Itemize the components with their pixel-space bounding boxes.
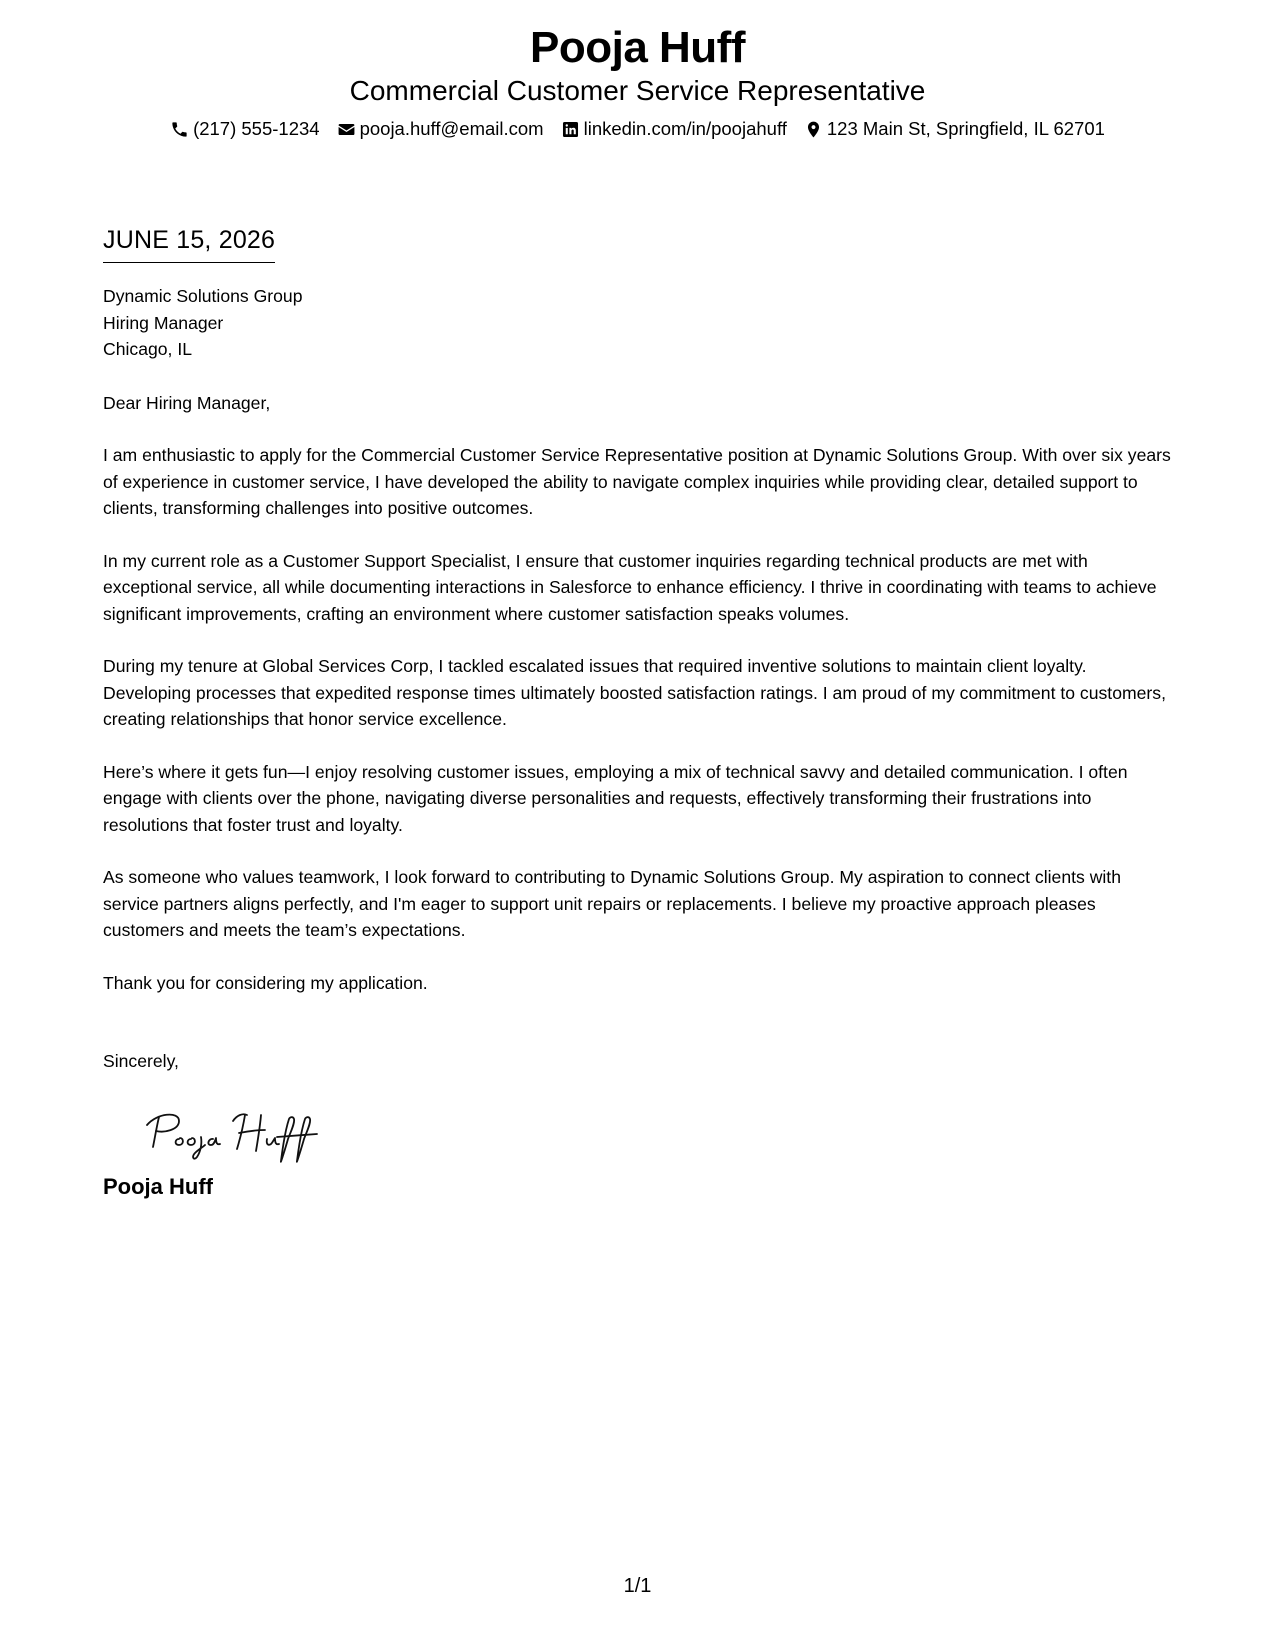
recipient-block bbox=[103, 283, 1178, 363]
paragraph-previous-role: During my tenure at Global Services Corp, I tackled escalated issues that required inventive solutions to maintain client loyalty. Developing processes that expedited response times ultimately boosted satisfaction ratings. I am proud of my commitment to customers, creating relationships that honor service excellence. bbox=[103, 656, 1166, 729]
linkedin-icon bbox=[561, 120, 580, 139]
recipient-role: Hiring Manager bbox=[103, 312, 224, 333]
map-pin-icon bbox=[804, 120, 823, 139]
paragraph-current-role: In my current role as a Customer Support Specialist, I ensure that customer inquiries regarding technical products are met with exceptional service, all while documenting interactions in Salesforce to enhance efficiency. I thrive in coordinating with teams to achieve significant improvements, crafting an environment where customer satisfaction speaks volumes. bbox=[103, 550, 1157, 624]
letter-body bbox=[103, 224, 1178, 1201]
contact-linkedin bbox=[561, 117, 787, 141]
paragraph-teamwork: As someone who values teamwork, I look forward to contributing to Dynamic Solutions Group. My aspiration to connect clients with service partners aligns perfectly, and I'm eager to support unit repairs or replacements. I believe my proactive approach pleases customers and meets the team’s expectations. bbox=[103, 867, 1121, 940]
letter-date: JUNE 15, 2026 bbox=[103, 224, 275, 263]
salutation: Dear Hiring Manager, bbox=[103, 392, 271, 413]
contact-address-text: 123 Main St, Springfield, IL 62701 bbox=[826, 118, 1105, 139]
contact-email bbox=[337, 117, 544, 141]
applicant-name: Pooja Huff bbox=[530, 23, 745, 72]
contact-email-text: pooja.huff@email.com bbox=[359, 118, 544, 139]
recipient-company: Dynamic Solutions Group bbox=[103, 286, 303, 306]
page-indicator: 1/1 bbox=[623, 1575, 652, 1597]
applicant-title: Commercial Customer Service Representative bbox=[349, 75, 926, 106]
contact-bar bbox=[0, 117, 1275, 141]
contact-address bbox=[804, 117, 1105, 141]
envelope-icon bbox=[337, 120, 356, 139]
paragraph-intro: I am enthusiastic to apply for the Commercial Customer Service Representative position at Dynamic Solutions Group. With over six years of experience in customer service, I have developed the ability to navigate complex inquiries while providing clear, detailed support to clients, transforming challenges into positive outcomes. bbox=[103, 445, 1171, 518]
signer-name: Pooja Huff bbox=[103, 1173, 213, 1199]
paragraph-skills: Here’s where it gets fun—I enjoy resolving customer issues, employing a mix of technical savvy and detailed communication. I often engage with clients over the phone, navigating diverse personalities and requests, effectively transforming their frustrations into resolutions that foster trust and loyalty. bbox=[103, 761, 1128, 835]
contact-linkedin-text: linkedin.com/in/poojahuff bbox=[583, 118, 787, 139]
handwritten-signature bbox=[139, 1103, 329, 1163]
contact-phone bbox=[170, 117, 320, 141]
letter-header bbox=[0, 22, 1275, 141]
contact-phone-text: (217) 555-1234 bbox=[193, 118, 320, 139]
phone-icon bbox=[170, 120, 189, 139]
recipient-location: Chicago, IL bbox=[103, 339, 192, 359]
closing: Sincerely, bbox=[103, 1051, 179, 1071]
paragraph-thanks: Thank you for considering my application. bbox=[103, 972, 428, 993]
